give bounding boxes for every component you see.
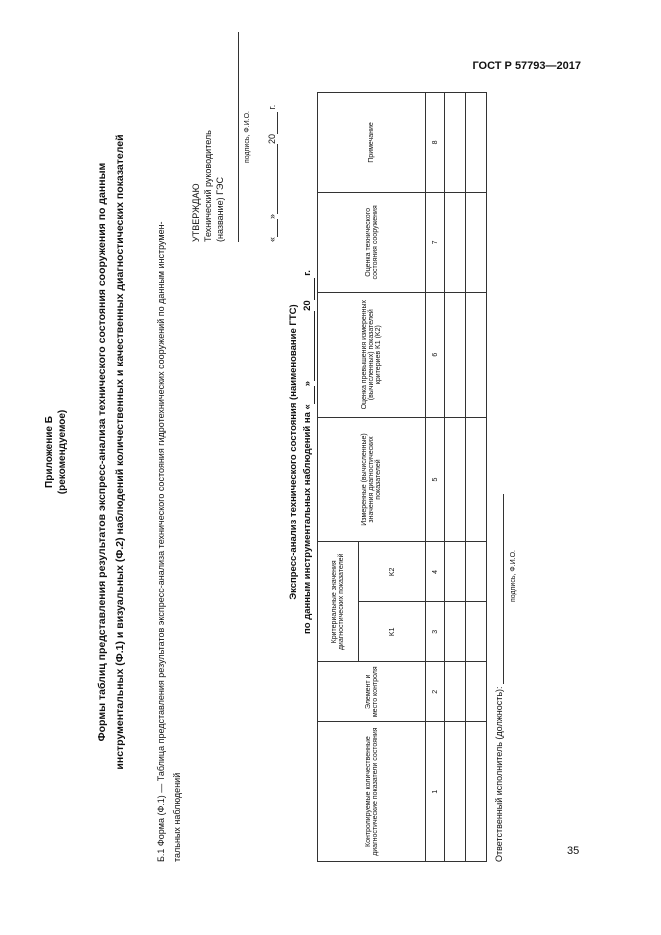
approval-year-blank	[267, 112, 278, 134]
approval-date-mid: »	[267, 213, 277, 219]
column-number-cell: 4	[426, 542, 445, 602]
approval-block	[190, 32, 278, 242]
table-cell	[466, 722, 487, 862]
header-k1: K1	[359, 602, 426, 662]
appendix-heading	[43, 42, 69, 862]
table-title-mid: »	[302, 380, 313, 387]
form-caption-line-1: Б.1 Форма (Ф.1) — Таблица представления результатов экспресс-анализа технического состояния гидротехнических сооружений по данным инструмен-	[156, 221, 166, 862]
header-element: Элемент и место контроля	[318, 662, 426, 722]
header-criteria: Критериальные значения диагностических показателей	[318, 542, 359, 662]
table-cell	[466, 93, 487, 193]
table-header-row	[318, 93, 359, 862]
table-cell	[445, 542, 466, 602]
responsible-executor	[493, 362, 504, 862]
responsible-signature-line	[493, 494, 504, 684]
responsible-signature-label: подпись, Ф.И.О.	[510, 550, 517, 602]
column-number-cell: 6	[426, 292, 445, 417]
table-cell	[445, 292, 466, 417]
responsible-label: Ответственный исполнитель (должность):	[494, 686, 504, 862]
rotated-page-content	[25, 42, 545, 862]
header-measured: Измеренные (вычисленные) значения диагностических показателей	[318, 417, 426, 542]
column-number-cell: 2	[426, 662, 445, 722]
page-number: 35	[567, 845, 580, 857]
table-cell	[445, 192, 466, 292]
column-number-cell: 5	[426, 417, 445, 542]
table-empty-row	[445, 93, 466, 862]
approval-position: Технический руководитель	[203, 130, 213, 242]
table-cell	[466, 292, 487, 417]
table-title-suffix: г.	[302, 270, 313, 276]
header-indicators: Контролируемые количественные диагностические показатели состояния	[318, 722, 426, 862]
form-caption-line-2: тальных наблюдений	[172, 772, 182, 862]
form-caption	[153, 142, 185, 862]
main-title-line-2: инструментальных (Ф.1) и визуальных (Ф.2) наблюдений количественных и качественных диагностических показателей	[114, 134, 126, 770]
appendix-subtitle: (рекомендуемое)	[57, 409, 68, 495]
table-cell	[445, 93, 466, 193]
header-exceedance: Оценка превышения измеренных (вычисленных) показателей критериев K1 (K2)	[318, 292, 426, 417]
table-title-year-blank	[304, 278, 315, 300]
table-cell	[466, 417, 487, 542]
approval-date-open: «	[267, 236, 277, 242]
table-cell	[445, 662, 466, 722]
express-analysis-table	[317, 92, 487, 862]
header-note: Примечание	[318, 93, 426, 193]
table-cell	[445, 417, 466, 542]
approval-date	[266, 32, 278, 242]
table-cell	[445, 602, 466, 662]
column-number-cell: 7	[426, 192, 445, 292]
approval-org: (название) ГЭС	[215, 176, 225, 242]
header-k2: K2	[359, 542, 426, 602]
table-number-row	[426, 93, 445, 862]
column-number-cell: 3	[426, 602, 445, 662]
column-number-cell: 1	[426, 722, 445, 862]
document-standard-number: ГОСТ Р 57793—2017	[472, 60, 581, 72]
approval-signature-label: подпись, Ф.И.О.	[244, 111, 251, 163]
table-title-prefix: по данным инструментальных наблюдений на «	[302, 404, 313, 634]
table-cell	[466, 192, 487, 292]
approval-day-blank	[267, 219, 278, 237]
main-title	[93, 42, 129, 862]
table-title-day-blank	[304, 386, 315, 404]
table-cell	[466, 602, 487, 662]
approval-date-suffix: г.	[267, 104, 277, 110]
table-title-month-blank	[304, 311, 315, 381]
table-title-year: 20	[302, 300, 313, 311]
approval-month-blank	[267, 144, 278, 214]
main-title-line-1: Формы таблиц представления результатов экспресс-анализа технического состояния сооружения по данным	[96, 162, 108, 742]
table-cell	[466, 662, 487, 722]
appendix-title: Приложение Б	[44, 416, 55, 488]
table-cell	[445, 722, 466, 862]
approval-approve: УТВЕРЖДАЮ	[191, 183, 201, 242]
header-state-assessment: Оценка технического состояния сооружения	[318, 192, 426, 292]
table-title-line-1: Экспресс-анализ технического состояния (наименование ГТС)	[288, 304, 299, 600]
table-title-line-2	[301, 42, 315, 862]
table-cell	[466, 542, 487, 602]
approval-signature-line	[226, 32, 239, 242]
approval-date-year: 20	[267, 133, 277, 144]
column-number-cell: 8	[426, 93, 445, 193]
table-empty-row	[466, 93, 487, 862]
table-title	[287, 42, 315, 862]
